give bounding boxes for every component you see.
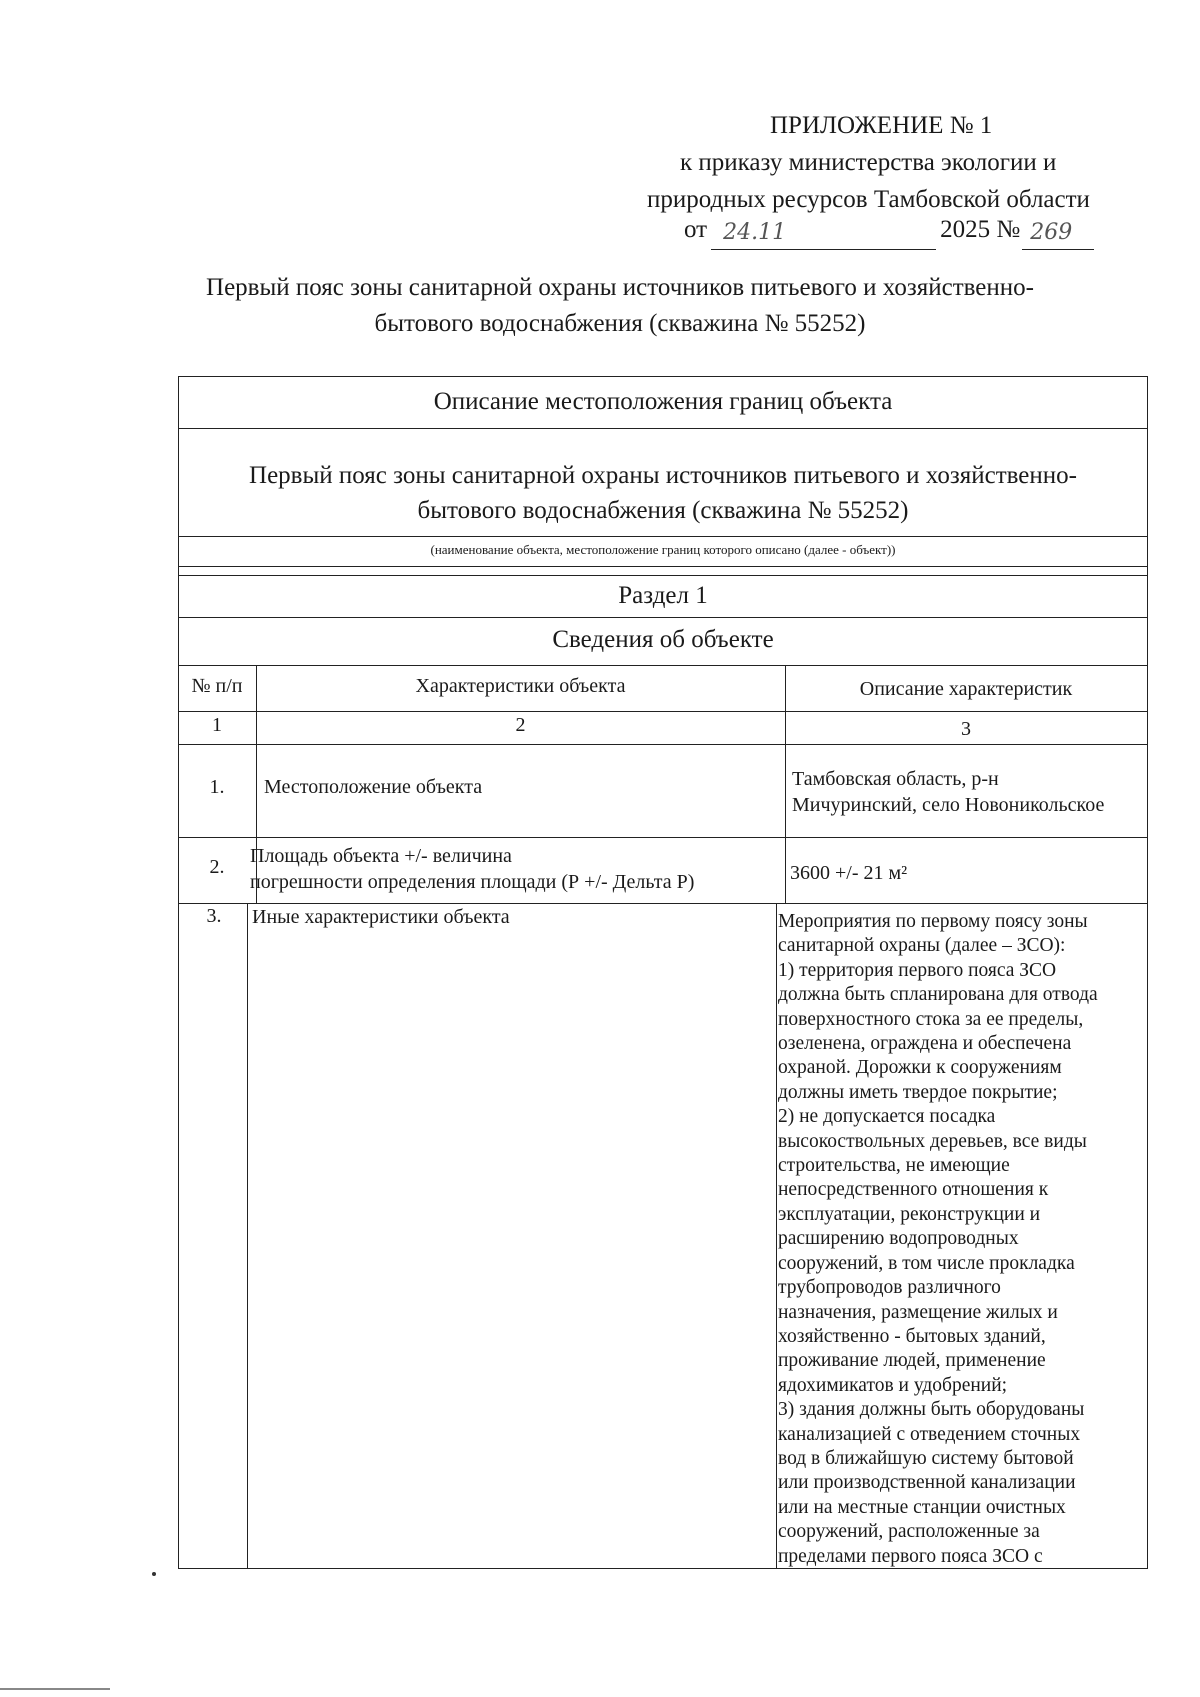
- column-number-2: 2: [515, 714, 526, 736]
- row-characteristic-line2: погрешности определения площади (Р +/- Дельта Р): [250, 871, 695, 893]
- row-description-line: поверхностного стока за ее пределы,: [778, 1008, 1084, 1030]
- object-name-line2: бытового водоснабжения (скважина № 55252): [417, 497, 909, 524]
- row-description-line: расширению водопроводных: [778, 1228, 1019, 1250]
- row-number: 3.: [206, 905, 222, 927]
- row-description-line: непосредственного отношения к: [778, 1179, 1049, 1201]
- appendix-title: ПРИЛОЖЕНИЕ № 1: [770, 112, 993, 139]
- year-number-label: 2025 №: [940, 216, 1021, 243]
- row-description-line: озеленена, ограждена и обеспечена: [778, 1033, 1072, 1055]
- row-description-line: назначения, размещение жилых и: [778, 1301, 1058, 1323]
- object-name-line1: Первый пояс зоны санитарной охраны источников питьевого и хозяйственно-: [249, 462, 1077, 489]
- row-number: 2.: [209, 856, 225, 878]
- column-number-3: 3: [961, 718, 971, 740]
- row-description-line: должна быть спланирована для отвода: [778, 984, 1098, 1006]
- row-description-line: проживание людей, применение: [778, 1350, 1046, 1372]
- row-description-line: 1) территория первого пояса ЗСО: [778, 959, 1057, 981]
- column-header-characteristic: Характеристики объекта: [415, 675, 626, 697]
- row-characteristic: [250, 843, 694, 895]
- order-date-line: [684, 214, 1094, 248]
- row-description-line: охраной. Дорожки к сооружениям: [778, 1057, 1062, 1079]
- row-description-line: сооружений, в том числе прокладка: [778, 1252, 1075, 1274]
- row-description-line: сооружений, расположенные за: [778, 1521, 1040, 1543]
- handwritten-date: 24.11: [711, 216, 936, 250]
- date-prefix: от: [684, 216, 708, 243]
- object-name: [178, 458, 1148, 528]
- row-description-line: 2) не допускается посадка: [778, 1106, 996, 1128]
- row-description-line: хозяйственно - бытовых зданий,: [778, 1325, 1046, 1347]
- row-description-line: эксплуатации, реконструкции и: [778, 1203, 1041, 1225]
- handwritten-number: 269: [1022, 216, 1094, 250]
- row-description-line: трубопроводов различного: [778, 1277, 1001, 1299]
- row-description: [792, 766, 1104, 818]
- order-reference-line2: природных ресурсов Тамбовской области: [647, 186, 1090, 213]
- row-description-line: 3) здания должны быть оборудованы: [778, 1399, 1085, 1421]
- document-title: [120, 270, 1120, 342]
- column-header-description: Описание характеристик: [859, 678, 1073, 700]
- row-description: 3600 +/- 21 м²: [790, 862, 908, 884]
- row-number: 1.: [209, 776, 225, 798]
- object-name-note: (наименование объекта, местоположение границ которого описано (далее - объект)): [430, 542, 896, 557]
- row-description-line: канализацией с отведением сточных: [778, 1423, 1081, 1445]
- column-header-number: № п/п: [191, 675, 243, 697]
- row-description-line2: Мичуринский, село Новоникольское: [792, 794, 1105, 816]
- row-description-line: пределами первого пояса ЗСО с: [778, 1545, 1043, 1567]
- row-characteristic-line1: Площадь объекта +/- величина: [250, 845, 512, 867]
- column-number-1: 1: [212, 714, 222, 736]
- row-description-line: санитарной охраны (далее – ЗСО):: [778, 935, 1066, 957]
- table-heading: Описание местоположения границ объекта: [433, 388, 893, 415]
- scan-mark: [152, 1572, 156, 1576]
- row-description-line: строительства, не имеющие: [778, 1155, 1010, 1177]
- section-title: Сведения об объекте: [552, 626, 774, 653]
- order-reference-line1: к приказу министерства экологии и: [680, 149, 1057, 176]
- row-description-line: вод в ближайшую систему бытовой: [778, 1447, 1074, 1469]
- row-characteristic: Иные характеристики объекта: [252, 906, 510, 928]
- row-description-line: ядохимикатов и удобрений;: [778, 1374, 1008, 1396]
- row-description-line: высокоствольных деревьев, все виды: [778, 1130, 1087, 1152]
- section-number: Раздел 1: [618, 582, 708, 609]
- document-title-line2: бытового водоснабжения (скважина № 55252): [374, 310, 866, 337]
- row-description: [778, 910, 1146, 1569]
- scan-edge-mark: [0, 1688, 110, 1690]
- row-description-line: должны иметь твердое покрытие;: [778, 1081, 1058, 1103]
- row-description-line: Мероприятия по первому поясу зоны: [778, 911, 1088, 932]
- document-title-line1: Первый пояс зоны санитарной охраны источников питьевого и хозяйственно-: [206, 274, 1034, 301]
- row-description-line: или производственной канализации: [778, 1472, 1076, 1494]
- row-characteristic: Местоположение объекта: [264, 776, 483, 798]
- row-description-line: или на местные станции очистных: [778, 1496, 1066, 1518]
- row-description-line1: Тамбовская область, р-н: [792, 768, 999, 790]
